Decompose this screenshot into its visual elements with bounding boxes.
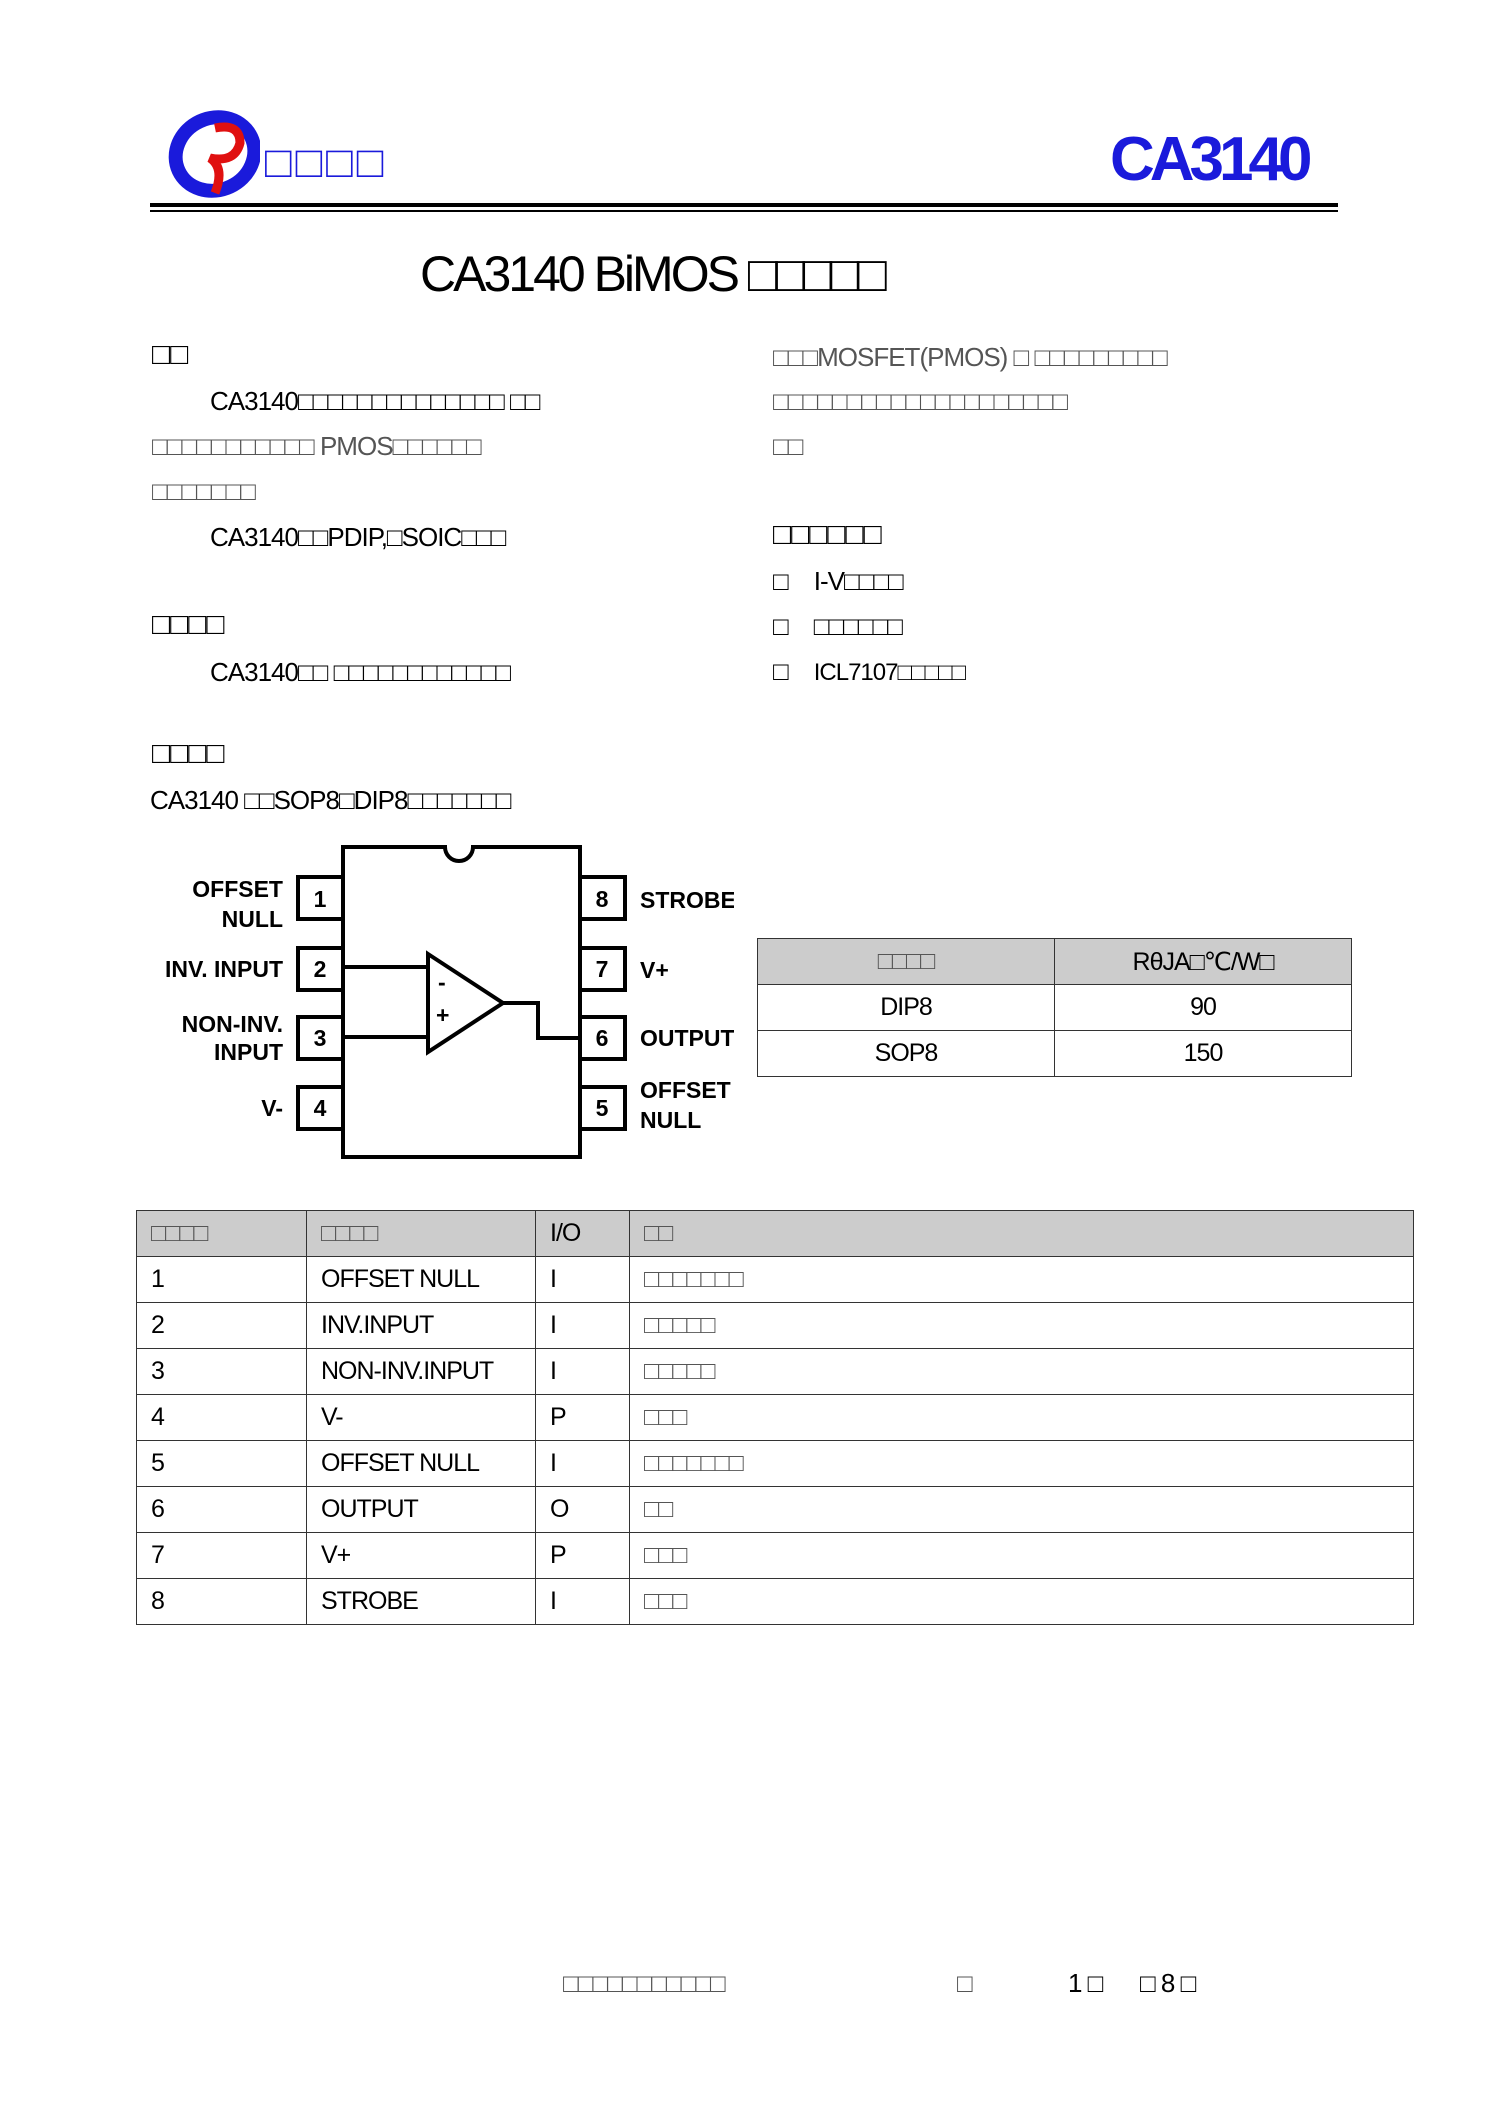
table-cell: □□□ [630,1395,1414,1441]
pin-number: 6 [595,1025,609,1051]
app-item: □ □□□□□□ [773,611,902,641]
table-cell: NON-INV.INPUT [307,1349,536,1395]
pin-number: 3 [313,1025,327,1051]
intro-line: CA3140□□□□□□□□□□□□□□ □□ [210,386,540,416]
header-divider-thin [150,210,1338,212]
table-row [137,1487,1414,1533]
app-item: □ ICL7107□□□□□ [773,656,965,686]
table-cell: 7 [137,1533,307,1579]
features-heading: □□□□ [152,608,225,641]
company-logo-text: □□□□ [265,138,388,187]
opamp-minus: - [438,969,446,995]
intro-line: □□□□□□□□□□□ PMOS□□□□□□ [152,431,481,461]
table-cell: □□□□□ [630,1349,1414,1395]
pin-number: 5 [595,1095,609,1121]
pin-number: 2 [313,956,327,982]
header-cell: I/O [536,1211,630,1257]
thermal-table [757,938,1352,1077]
table-cell: I [536,1303,630,1349]
table-cell: □□□ [630,1579,1414,1625]
intro-line: CA3140□□PDIP,□SOIC□□□ [210,522,506,552]
header-divider [150,203,1338,207]
pin-number: 1 [313,886,327,912]
pin-table [136,1210,1414,1625]
table-row: DIP8 90 [758,985,1352,1031]
table-cell: OUTPUT [307,1487,536,1533]
table-cell: 5 [137,1441,307,1487]
logo-mark-icon [165,108,260,200]
table-row [137,1303,1414,1349]
intro-heading: □□ [152,338,189,371]
opamp-plus: + [436,1002,450,1028]
pin-label: NULL [640,1107,702,1133]
pin-number: 7 [595,956,609,982]
table-row [137,1349,1414,1395]
table-cell: □□□ [630,1533,1414,1579]
pin-label: INV. INPUT [164,956,283,982]
table-cell: P [536,1395,630,1441]
table-cell: 3 [137,1349,307,1395]
table-cell: □□□□□□□ [630,1441,1414,1487]
pinout-diagram [140,830,740,1170]
pin-number: 4 [313,1095,327,1121]
table-row [137,1395,1414,1441]
table-header-row [137,1211,1414,1257]
pin-label: STROBE [640,887,736,913]
table-cell: I [536,1579,630,1625]
table-row [137,1533,1414,1579]
table-cell: V+ [307,1533,536,1579]
table-cell: 4 [137,1395,307,1441]
table-cell: 2 [137,1303,307,1349]
header-cell: RθJA□℃/W□ [1055,939,1352,985]
logo [165,108,260,200]
pin-label: V+ [640,957,669,983]
footer-page-prefix: □ [957,1968,972,1998]
right-line: □□□□□□□□□□□□□□□□□□□□ [773,386,1068,416]
pin-heading: □□□□ [152,737,225,770]
pin-label: INPUT [214,1039,283,1065]
right-line: □□ [773,431,803,461]
table-cell: □□ [630,1487,1414,1533]
table-row [137,1579,1414,1625]
table-cell: I [536,1349,630,1395]
pin-label: NON-INV. [181,1011,283,1037]
table-cell: INV.INPUT [307,1303,536,1349]
right-line: □□□MOSFET(PMOS) □ □□□□□□□□□ [773,342,1167,372]
table-cell: I [536,1257,630,1303]
intro-line: □□□□□□□ [152,476,255,506]
footer-page-current: 1 □ [1068,1968,1103,1998]
header-cell: □□□□ [758,939,1055,985]
pin-number: 8 [595,886,609,912]
features-line: CA3140□□ □□□□□□□□□□□□ [210,657,511,687]
bullet-icon: □ [773,566,788,596]
pin-label: OUTPUT [640,1025,735,1051]
table-cell: OFFSET NULL [307,1441,536,1487]
table-cell: 1 [137,1257,307,1303]
header-cell: □□□□ [137,1211,307,1257]
table-cell: □□□□□ [630,1303,1414,1349]
table-cell: □□□□□□□ [630,1257,1414,1303]
table-row [137,1257,1414,1303]
table-cell: 8 [137,1579,307,1625]
footer-company: □□□□□□□□□□□ [563,1968,725,1998]
pin-line: CA3140 □□SOP8□DIP8□□□□□□□ [150,785,511,815]
app-item: □ I-V□□□□ [773,566,903,596]
pin-label: OFFSET [192,876,283,902]
pin-label: V- [261,1095,283,1121]
table-cell: OFFSET NULL [307,1257,536,1303]
page-title: CA3140 BiMOS □□□□□ [420,246,884,302]
pin-label: NULL [221,906,283,932]
header-cell: □□□□ [307,1211,536,1257]
part-number: CA3140 [1110,125,1308,194]
chip-body [343,847,580,1157]
table-row: SOP8 150 [758,1031,1352,1077]
table-cell: V- [307,1395,536,1441]
apps-heading: □□□□□□ [773,518,882,551]
bullet-icon: □ [773,611,788,641]
table-row [137,1441,1414,1487]
table-cell: 6 [137,1487,307,1533]
table-cell: O [536,1487,630,1533]
table-cell: STROBE [307,1579,536,1625]
pin-label: OFFSET [640,1077,731,1103]
bullet-icon: □ [773,656,788,686]
table-cell: P [536,1533,630,1579]
header-cell: □□ [630,1211,1414,1257]
table-header-row [758,939,1352,985]
footer-page-total: □ 8 □ [1140,1968,1196,1998]
table-cell: I [536,1441,630,1487]
